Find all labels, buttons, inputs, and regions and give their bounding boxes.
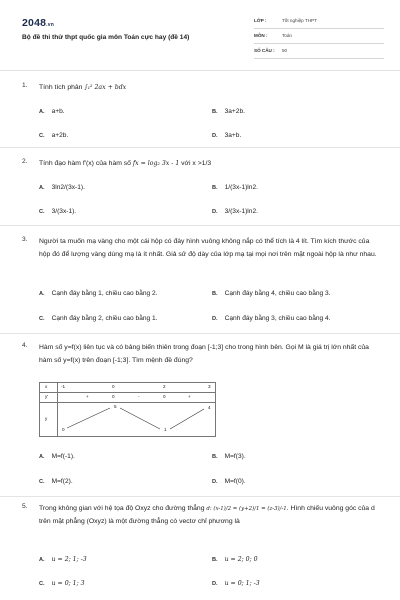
option-label: C. (39, 479, 45, 485)
option-text: a+b. (51, 108, 65, 115)
integral-expression: ∫₁² 2ax + bdx (84, 84, 127, 91)
header-divider (0, 70, 400, 71)
option-text: Cạnh đáy bằng 3, chiều cao bằng 4. (224, 315, 331, 322)
vt-x-label: x (45, 384, 48, 389)
option-label: C. (39, 209, 45, 215)
option-b[interactable] (212, 184, 258, 191)
line-equation: d: (x-1)/2 = (y+2)/1 = (z-3)/-1 (206, 506, 287, 512)
option-d[interactable] (212, 580, 260, 587)
option-d[interactable] (212, 478, 246, 485)
logo-sub: .vn (46, 22, 54, 28)
option-a[interactable] (39, 290, 158, 297)
question-condition: với x >1/3 (181, 160, 212, 167)
meta-row-count (254, 46, 384, 59)
option-label: B. (212, 185, 218, 191)
option-text: u = 0; 1; -3 (224, 580, 260, 587)
option-label: D. (212, 133, 218, 139)
option-label: C. (39, 316, 45, 322)
question-divider (0, 333, 400, 334)
vt-x-value: 2 (163, 384, 166, 389)
option-label: D. (212, 209, 218, 215)
option-text: M=f(2). (51, 478, 73, 485)
meta-key: LỚP : (254, 18, 267, 23)
option-label: A. (39, 291, 45, 297)
option-text: Cạnh đáy bằng 4, chiều cao bằng 3. (224, 290, 331, 297)
question-3 (22, 236, 378, 326)
option-a[interactable] (39, 184, 85, 191)
site-logo[interactable] (22, 17, 54, 29)
question-1 (22, 82, 378, 142)
option-label: A. (39, 185, 45, 191)
question-text (39, 158, 377, 171)
option-b[interactable] (212, 556, 258, 563)
option-label: B. (212, 454, 218, 460)
question-text: Người ta muốn mạ vàng cho một cái hộp có đáy hình vuông không nắp có thể tích là 4 lít. Tìm kích thước của hộp đó để lượng vàng dùng mạ là ít nhất. Giả sử độ dày của lớp mạ tại mọi nơi trên mặt ngoài hộp là như nhau. (39, 238, 377, 258)
question-divider (0, 225, 400, 226)
variation-table (39, 382, 216, 437)
option-text: 3/(3x-1). (51, 208, 77, 215)
vt-sign: - (138, 394, 140, 399)
option-label: A. (39, 454, 45, 460)
option-label: A. (39, 109, 45, 115)
meta-key: SỐ CÂU : (254, 48, 275, 53)
option-d[interactable] (212, 208, 258, 215)
question-number: 1. (22, 82, 28, 89)
question-number: 3. (22, 236, 28, 243)
option-label: D. (212, 479, 218, 485)
option-c[interactable] (39, 132, 68, 139)
vt-sign: + (188, 394, 191, 399)
question-divider (0, 496, 400, 497)
option-label: A. (39, 557, 45, 563)
question-text: Hàm số y=f(x) liên tục và có bảng biến thiên trong đoạn [-1;3] cho trong hình bên. Gọi M là giá trị lớn nhất của hàm số y=f(x) trên đoạn [-1;3]. Tìm mệnh đề đúng? (39, 344, 369, 364)
option-label: C. (39, 581, 45, 587)
option-c[interactable] (39, 208, 76, 215)
option-text: 3ln2/(3x-1). (51, 184, 85, 191)
vt-y-value: 5 (114, 404, 117, 409)
meta-value: 50 (282, 48, 288, 53)
vt-y-label: y (45, 416, 48, 421)
option-text: a+2b. (51, 132, 69, 139)
vt-y-value: 0 (62, 427, 65, 432)
option-text: u = 2; 1; -3 (51, 556, 87, 563)
vt-yprime-label: y' (45, 394, 49, 399)
question-number: 4. (22, 342, 28, 349)
question-number: 2. (22, 158, 28, 165)
vt-arrow-down (120, 408, 160, 429)
vt-arrows (40, 383, 215, 436)
question-text (39, 503, 377, 528)
question-divider (0, 147, 400, 148)
option-a[interactable] (39, 453, 75, 460)
vt-sign: 0 (163, 394, 166, 399)
option-text: M=f(-1). (51, 453, 75, 460)
meta-value: Toán (282, 33, 292, 38)
question-stem: Tính đạo hàm f'(x) của hàm số (39, 160, 131, 167)
option-text: M=f(0). (224, 478, 246, 485)
meta-row-subject (254, 31, 384, 44)
exam-header (22, 12, 382, 56)
question-stem: Trong không gian với hệ tọa độ Oxyz cho đường thẳng (39, 505, 205, 512)
question-text (39, 82, 377, 95)
option-label: B. (212, 109, 218, 115)
option-a[interactable] (39, 108, 65, 115)
option-b[interactable] (212, 108, 245, 115)
question-2 (22, 158, 378, 218)
vt-x-value: 3 (208, 384, 211, 389)
vt-sign: + (86, 394, 89, 399)
option-label: C. (39, 133, 45, 139)
vt-x-value: 0 (112, 384, 115, 389)
option-b[interactable] (212, 290, 331, 297)
function-expression: fx = log₂ 3x - 1 (132, 160, 180, 167)
vt-y-value: 1 (164, 427, 167, 432)
option-text: 3a+2b. (224, 108, 245, 115)
option-d[interactable] (212, 132, 241, 139)
question-4 (22, 342, 378, 492)
vt-sign: 0 (112, 394, 115, 399)
question-continuation: . Hình chiếu vuông góc của d trên mặt phẳng (Oxyz) là một đường thẳng có vectơ chỉ phương là (39, 505, 375, 525)
exam-title: Bộ đề thi thử thpt quốc gia môn Toán cực hay (đề 14) (22, 34, 190, 41)
option-c[interactable] (39, 315, 158, 322)
vt-arrow-up (67, 408, 110, 428)
option-text: Cạnh đáy bằng 1, chiều cao bằng 2. (51, 290, 158, 297)
vt-x-value: -1 (61, 384, 66, 389)
option-a[interactable] (39, 556, 87, 563)
meta-row-class (254, 16, 384, 29)
option-label: B. (212, 557, 218, 563)
exam-meta (254, 16, 384, 61)
option-label: D. (212, 316, 218, 322)
meta-value: Tốt nghiệp THPT (282, 18, 317, 23)
option-text: 3/(3x-1)ln2. (224, 208, 258, 215)
meta-key: MÔN : (254, 33, 268, 38)
option-b[interactable] (212, 453, 246, 460)
option-text: 1/(3x-1)ln2. (224, 184, 258, 191)
option-c[interactable] (39, 478, 73, 485)
vt-y-value: 4 (208, 405, 211, 410)
option-d[interactable] (212, 315, 331, 322)
option-label: D. (212, 581, 218, 587)
option-text: 3a+b. (224, 132, 242, 139)
logo-main: 2048 (22, 17, 47, 29)
option-text: u = 2; 0; 0 (224, 556, 258, 563)
option-text: u = 0; 1; 3 (51, 580, 85, 587)
option-label: B. (212, 291, 218, 297)
question-number: 5. (22, 503, 28, 510)
question-stem: Tính tích phân (39, 84, 83, 91)
question-5 (22, 503, 378, 595)
option-text: M=f(3). (224, 453, 246, 460)
vt-arrow-up (170, 409, 204, 429)
option-text: Cạnh đáy bằng 2, chiều cao bằng 1. (51, 315, 158, 322)
option-c[interactable] (39, 580, 85, 587)
